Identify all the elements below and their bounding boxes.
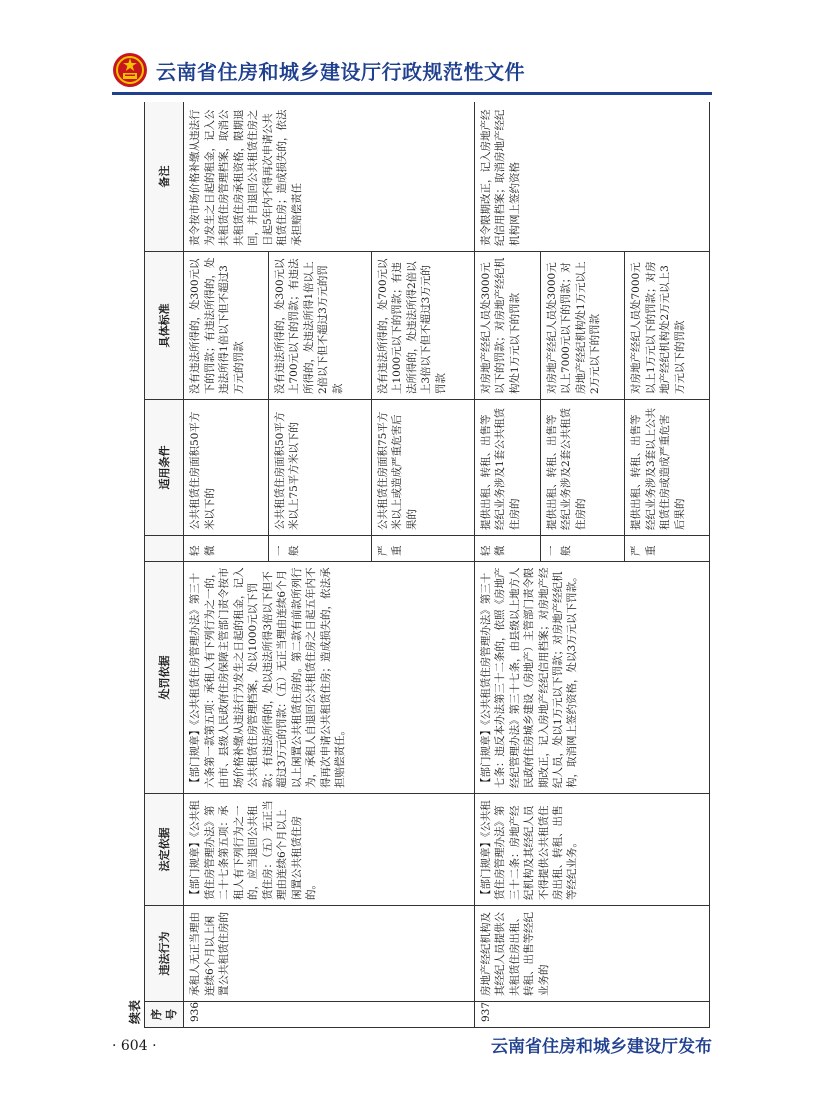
header-seq: 序号 — [145, 1002, 184, 1028]
table-row — [474, 102, 540, 1028]
row-condition: 提供出租、转租、出售等经纪业务涉及2套公共租赁住房的 — [540, 400, 625, 536]
row-remark: 责令限期改正，记入房地产经纪信用档案；取消房地产经纪机构网上签约资格 — [474, 102, 709, 252]
table-frame — [126, 102, 712, 1028]
table-header-row — [145, 102, 184, 1028]
row-level: 严重 — [625, 536, 710, 562]
row-standard: 对房地产经纪人员处3000元以下的罚款；对房地产经纪机构处1万元以下的罚款 — [474, 252, 540, 400]
rotated-table-container — [126, 102, 712, 1028]
row-act: 房地产经纪机构及其经纪人员提供公共租赁住房出租、转租、出售等经纪业务的 — [474, 906, 709, 1002]
page-number: · 604 · — [112, 1038, 157, 1054]
header-standard: 具体标准 — [145, 252, 184, 400]
national-emblem-icon — [112, 52, 148, 88]
row-standard: 没有违法所得的，处300元以下的罚款；有违法所得的，处违法所得1倍以下但不超过3万元的罚款 — [184, 252, 269, 400]
row-standard: 对房地产经纪人员处7000元以上1万元以下的罚款；对房地产经纪机构处2万元以上3万元以下的罚款 — [625, 252, 710, 400]
row-level: 严重 — [371, 536, 474, 562]
header-condition: 适用条件 — [145, 400, 184, 536]
row-standard: 没有违法所得的，处700元以上1000元以下的罚款；有违法所得的，处违法所得2倍以上3倍以下但不超过3万元的罚款 — [371, 252, 474, 400]
document-title: 云南省住房和城乡建设厅行政规范性文件 — [156, 60, 525, 84]
row-condition: 公共租赁住房面积50平方米以下的 — [184, 400, 269, 536]
row-level: 一般 — [540, 536, 625, 562]
row-penalty-basis: 【部门规章】《公共租赁住房管理办法》第三十七条：违反本办法第三十二条的，依照《房地产经纪管理办法》第三十七条，由县级以上地方人民政府住房城乡建设（房地产）主管部门责令限期改正，记入房地产经纪信用档案；对房地产经纪人员，处以1万元以下罚款；对房地产经纪机构，取消网上签约资格，处以3万元以下罚款。 — [474, 562, 709, 794]
continued-label: 续表 — [128, 999, 142, 1024]
row-condition: 提供出租、转租、出售等经纪业务涉及3套以上公共租赁住房或造成严重危害后果的 — [625, 400, 710, 536]
header-divider — [112, 92, 712, 95]
header-legal-basis: 法定依据 — [145, 794, 184, 906]
header-penalty-basis: 处罚依据 — [145, 562, 184, 794]
row-level: 轻微 — [184, 536, 269, 562]
row-level: 一般 — [268, 536, 371, 562]
publisher-footer: 云南省住房和城乡建设厅发布 — [491, 1037, 712, 1057]
header-act: 违法行为 — [145, 906, 184, 1002]
row-seq: 936 — [184, 1002, 474, 1028]
row-legal-basis: 【部门规章】《公共租赁住房管理办法》第三十二条：房地产经纪机构及其经纪人员不得提供公共租赁住房出租、转租、出售等经纪业务。 — [474, 794, 709, 906]
row-level: 轻微 — [474, 536, 540, 562]
row-remark: 责令按市场价格补缴从违法行为发生之日起的租金，记入公共租赁住房管理档案，取消公共租赁住房承租资格，限期退回，并自退回公共租赁住房之日起5年内不得再次申请公共租赁住房；造成损失的，依法承担赔偿责任 — [184, 102, 474, 252]
page-header — [112, 52, 712, 92]
header-level — [145, 536, 184, 562]
row-standard: 没有违法所得的，处300元以上700元以下的罚款；有违法所得的，处违法所得1倍以上2倍以下但不超过3万元的罚款 — [268, 252, 371, 400]
row-standard: 对房地产经纪人员处3000元以上7000元以下的罚款；对房地产经纪机构处1万元以上2万元以下的罚款 — [540, 252, 625, 400]
row-condition: 公共租赁住房面积50平方米以上75平方米以下的 — [268, 400, 371, 536]
row-condition: 公共租赁住房面积75平方米以上或造成严重危害后果的 — [371, 400, 474, 536]
row-seq: 937 — [474, 1002, 709, 1028]
header-remark: 备注 — [145, 102, 184, 252]
row-condition: 提供出租、转租、出售等经纪业务涉及1套公共租赁住房的 — [474, 400, 540, 536]
table-row — [184, 102, 269, 1028]
row-legal-basis: 【部门规章】《公共租赁住房管理办法》第二十七条第五项：承租人有下列行为之一的，应当退回公共租赁住房：（五）无正当理由连续6个月以上闲置公共租赁住房的。 — [184, 794, 474, 906]
penalty-standard-table — [144, 102, 710, 1028]
row-act: 承租人无正当理由连续6个月以上闲置公共租赁住房的 — [184, 906, 474, 1002]
row-penalty-basis: 【部门规章】《公共租赁住房管理办法》第三十六条第一款第五项：承租人有下列行为之一的，由市、县级人民政府住房保障主管部门责令按市场价格补缴从违法行为发生之日起的租金，记入公共租赁住房管理档案，处以1000元以下罚款；有违法所得的，处以违法所得3倍以下但不超过3万元的罚款：（五）无正当理由连续6个月以上闲置公共租赁住房的。第二款有前款所列行为，承租人自退回公共租赁住房之日起五年内不得再次申请公共租赁住房；造成损失的，依法承担赔偿责任。 — [184, 562, 474, 794]
